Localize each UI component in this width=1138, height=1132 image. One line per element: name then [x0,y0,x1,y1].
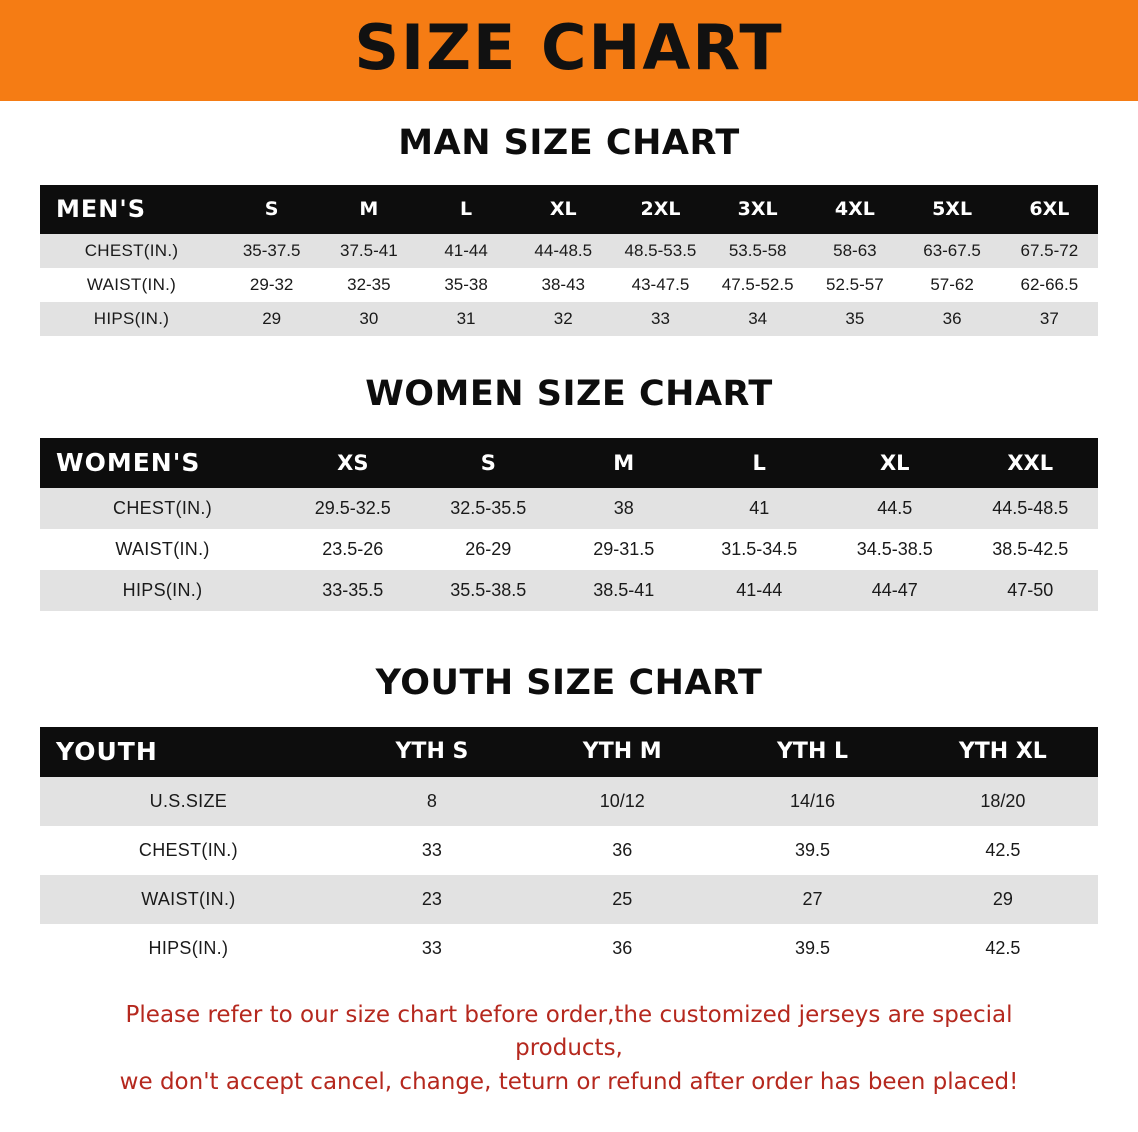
women-size-table [40,438,1098,611]
man-waist-xl: 38-43 [541,275,585,294]
man-header-label: MEN'S [56,195,146,223]
youth-chest-m: 36 [612,840,633,860]
youth-chest-s: 33 [421,840,442,860]
women-header-l: L [752,450,766,475]
youth-header-yth-l: YTH L [777,739,849,764]
man-hips-m: 30 [359,309,379,328]
youth-row-label-chest: CHEST(IN.) [138,840,238,860]
women-row-label-chest: CHEST(IN.) [113,498,213,518]
youth-row-label-hips: HIPS(IN.) [148,938,229,958]
page-banner [0,0,1138,101]
man-header-xl: XL [549,198,577,220]
women-header-s: S [480,450,496,475]
man-chest-3xl: 53.5-58 [728,241,787,260]
youth-waist-l: 27 [802,889,823,909]
man-chest-2xl: 48.5-53.5 [624,241,697,260]
youth-size-table [40,727,1098,973]
youth-ussize-xl: 18/20 [980,791,1026,811]
man-chest-s: 35-37.5 [242,241,301,260]
man-waist-6xl: 62-66.5 [1020,275,1079,294]
table-row [40,488,1098,529]
man-waist-s: 29-32 [249,275,294,294]
man-chest-5xl: 63-67.5 [923,241,981,260]
youth-chest-xl: 42.5 [985,840,1021,860]
man-header-l: L [460,198,473,220]
man-waist-3xl: 47.5-52.5 [721,275,794,294]
women-chest-m: 38 [613,498,634,518]
table-row [40,570,1098,611]
women-hips-m: 38.5-41 [593,580,655,600]
man-row-label-hips: HIPS(IN.) [93,309,170,328]
youth-chest-l: 39.5 [795,840,831,860]
women-hips-s: 35.5-38.5 [450,580,527,600]
youth-table-body [40,777,1098,973]
women-header-xxl: XXL [1007,450,1054,475]
youth-waist-xl: 29 [992,889,1013,909]
table-row [40,777,1098,826]
man-header-6xl: 6XL [1029,198,1070,220]
women-waist-xl: 34.5-38.5 [856,539,933,559]
women-waist-l: 31.5-34.5 [721,539,798,559]
man-chest-m: 37.5-41 [340,241,398,260]
man-header-5xl: 5XL [932,198,973,220]
youth-hips-s: 33 [421,938,442,958]
women-chest-s: 32.5-35.5 [450,498,527,518]
man-header-4xl: 4XL [834,198,875,220]
youth-ussize-m: 10/12 [599,791,645,811]
man-chest-4xl: 58-63 [833,241,877,260]
women-table-body [40,488,1098,611]
women-hips-xl: 44-47 [871,580,918,600]
women-waist-m: 29-31.5 [593,539,655,559]
youth-waist-m: 25 [612,889,633,909]
youth-header-yth-xl: YTH XL [958,739,1047,764]
man-chest-l: 41-44 [444,241,488,260]
table-header-row [40,438,1098,488]
youth-ussize-s: 8 [426,791,437,811]
women-waist-s: 26-29 [465,539,512,559]
man-chest-6xl: 67.5-72 [1020,241,1079,260]
table-row [40,826,1098,875]
man-table-body [40,234,1098,336]
table-row [40,924,1098,973]
women-chest-xs: 29.5-32.5 [314,498,391,518]
table-header-row [40,727,1098,777]
man-header-m: M [359,198,379,220]
women-size-table-wrap [40,438,1098,611]
youth-waist-s: 23 [421,889,442,909]
youth-hips-l: 39.5 [795,938,831,958]
man-size-table [40,185,1098,336]
man-section-title: MAN SIZE CHART [398,123,740,163]
women-header-label: WOMEN'S [56,448,201,477]
table-row [40,875,1098,924]
man-hips-6xl: 37 [1039,309,1059,328]
table-row [40,529,1098,570]
youth-row-label-waist: WAIST(IN.) [141,889,236,909]
women-chest-l: 41 [749,498,770,518]
man-header-3xl: 3XL [737,198,778,220]
man-hips-3xl: 34 [748,309,768,328]
table-header-row [40,185,1098,234]
page-title: SIZE CHART [354,10,784,84]
women-header-xl: XL [879,450,910,475]
women-row-label-hips: HIPS(IN.) [122,580,203,600]
youth-ussize-l: 14/16 [790,791,836,811]
disclaimer-line-1: Please refer to our size chart before order,the customized jerseys are special products, [125,1002,1013,1062]
man-row-label-chest: CHEST(IN.) [84,241,179,260]
women-section-title: WOMEN SIZE CHART [365,374,773,414]
youth-row-label-ussize: U.S.SIZE [149,791,228,811]
youth-header-yth-s: YTH S [395,739,469,764]
man-hips-2xl: 33 [651,309,670,328]
man-hips-5xl: 36 [942,309,962,328]
man-waist-m: 32-35 [347,275,391,294]
women-header-xs: XS [337,450,369,475]
youth-hips-m: 36 [612,938,633,958]
women-chest-xl: 44.5 [877,498,913,518]
youth-section-title: YOUTH SIZE CHART [375,663,763,703]
youth-header-yth-m: YTH M [582,739,662,764]
youth-hips-xl: 42.5 [985,938,1021,958]
man-waist-2xl: 43-47.5 [631,275,690,294]
youth-table-header [40,727,1098,777]
man-hips-xl: 32 [553,309,573,328]
man-hips-4xl: 35 [845,309,865,328]
man-row-label-waist: WAIST(IN.) [86,275,177,294]
women-hips-xxl: 47-50 [1007,580,1054,600]
man-waist-4xl: 52.5-57 [826,275,884,294]
table-row [40,268,1098,302]
women-table-header [40,438,1098,488]
table-row [40,302,1098,336]
youth-header-label: YOUTH [56,737,158,766]
man-chest-xl: 44-48.5 [534,241,593,260]
man-hips-l: 31 [456,309,476,328]
women-hips-l: 41-44 [736,580,783,600]
man-waist-l: 35-38 [444,275,488,294]
women-waist-xxl: 38.5-42.5 [992,539,1069,559]
women-waist-xs: 23.5-26 [322,539,384,559]
man-header-s: S [264,198,279,220]
youth-size-table-wrap [40,727,1098,973]
man-table-header [40,185,1098,234]
women-row-label-waist: WAIST(IN.) [115,539,210,559]
disclaimer-line-2: we don't accept cancel, change, teturn or refund after order has been placed! [119,1068,1019,1095]
women-chest-xxl: 44.5-48.5 [992,498,1069,518]
man-size-table-wrap [40,185,1098,336]
table-row [40,234,1098,268]
disclaimer-note [69,999,1069,1099]
man-header-2xl: 2XL [640,198,681,220]
women-header-m: M [613,450,635,475]
man-hips-s: 29 [262,309,282,328]
man-waist-5xl: 57-62 [930,275,974,294]
women-hips-xs: 33-35.5 [322,580,384,600]
